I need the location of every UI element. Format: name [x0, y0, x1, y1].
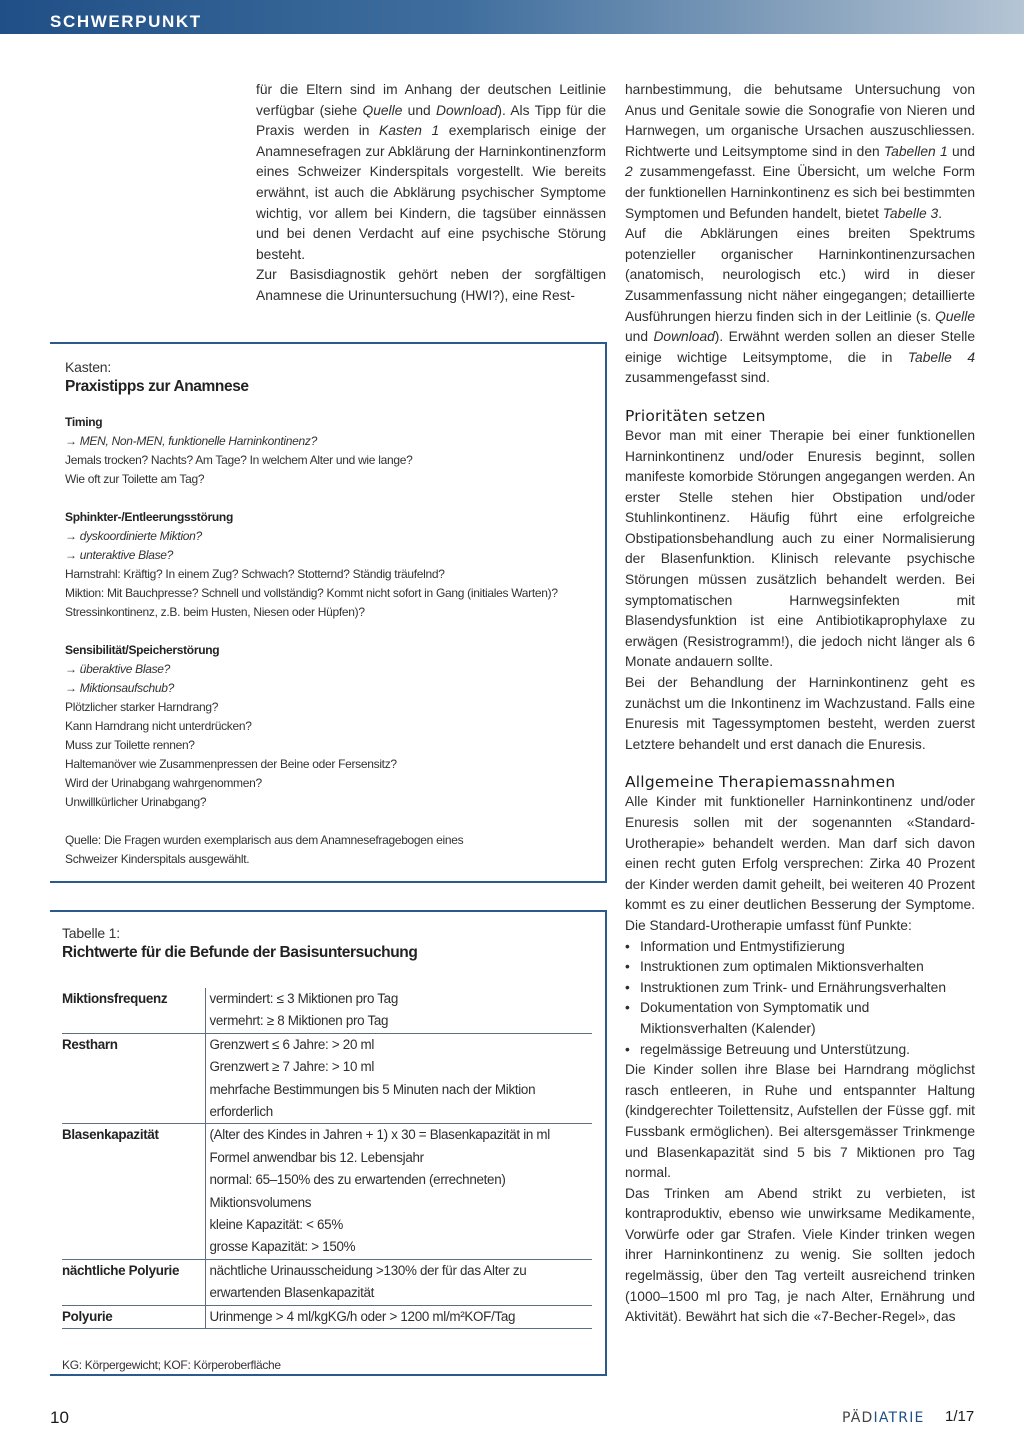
text-run: ). Erwähnt werden sollen an dieser Stelle einige wichtige Leitsymptome, die in	[625, 329, 976, 365]
paragraph: Das Trinken am Abend strikt zu verbieten, ist kontraproduktiv, ebenso wie unwirksame Medikamente, Vorwürfe oder gar Strafen. Viele Kinder trinken wegen ihrer Harninkontinenz zu wenig. Sie sollten jedoch regelmässig, über den Tag verteilt ausreichend trinken (1000–1500 ml pro Tag, je nach Alter, Ernährung und Aktivität). Bewährt hat sich die «7-Becher-Regel», das	[625, 1185, 975, 1325]
group-hint: → dyskoordinierte Miktion?	[65, 529, 202, 543]
row-value-line: mehrfache Bestimmungen bis 5 Minuten nach der Miktion erforderlich	[209, 1081, 536, 1120]
row-value-line: Grenzwert ≥ 7 Jahre: > 10 ml	[209, 1059, 375, 1075]
table-1-box	[50, 910, 607, 1376]
group-question: Plötzlicher starker Harndrang?	[65, 700, 219, 714]
group-hint: → überaktive Blase?	[65, 662, 171, 676]
paragraph	[625, 224, 975, 389]
question-group	[65, 508, 589, 622]
therapie-intro: Alle Kinder mit funktioneller Harninkontinenz und/oder Enuresis sollen mit der sogenannten «Standard-Urotherapie» behandelt werden. Man darf sich davon einen recht guten Erfolg versprechen: Zirka 40 Prozent der Kinder werden damit geheilt, bei weiteren 40 Prozent kommt es zu einer deutlichen Besserung der Symptome. Die Standard-Urotherapie umfasst fünf Punkte:	[625, 794, 975, 933]
row-value-line: grosse Kapazität: > 150%	[209, 1239, 356, 1255]
group-question: Kann Harndrang nicht unterdrücken?	[65, 719, 252, 733]
box-source-note	[65, 831, 589, 869]
therapie-paragraphs	[625, 1060, 975, 1328]
group-question: Unwillkürlicher Urinabgang?	[65, 795, 207, 809]
group-hint: → MEN, Non-MEN, funktionelle Harninkontinenz?	[65, 434, 317, 448]
brand-part-b: IATRIE	[873, 1410, 925, 1426]
text-run: und	[625, 329, 654, 345]
table-title: Richtwerte für die Befunde der Basisuntersuchung	[62, 944, 418, 961]
table-row	[62, 1259, 592, 1305]
note-line: Quelle: Die Fragen wurden exemplarisch aus dem Anamnesefragebogen eines	[65, 833, 464, 847]
question-group	[65, 641, 589, 812]
text-run: ). Als Tipp für die Praxis werden in	[256, 102, 607, 139]
row-values	[205, 1259, 592, 1305]
text-run: harnbestimmung, die behutsame Untersuchung von Anus und Genitale sowie die Sonografie von Nieren und Harnwegen, um organische Ursachen auszuschliessen. Richtwerte und Leitsymptome sind in den	[625, 82, 975, 159]
text-run: und	[402, 102, 437, 118]
column-left-text	[256, 80, 606, 307]
row-label: Polyurie	[62, 1305, 205, 1328]
journal-logo	[842, 1410, 925, 1426]
group-hint: → unteraktive Blase?	[65, 548, 174, 562]
group-question: Wird der Urinabgang wahrgenommen?	[65, 776, 262, 790]
page-number: 10	[50, 1408, 69, 1427]
row-label: Miktionsfrequenz	[62, 988, 205, 1033]
row-value-line: vermindert: ≤ 3 Miktionen pro Tag	[209, 991, 398, 1006]
italic-ref: Tabelle 3	[882, 205, 939, 221]
group-question: Haltemanöver wie Zusammenpressen der Beine oder Fersensitz?	[65, 757, 397, 771]
row-value-line: nächtliche Urinausscheidung >130% der für das Alter zu erwartenden Blasenkapazität	[209, 1262, 527, 1301]
group-hint: → Miktionsaufschub?	[65, 681, 175, 695]
text-run: exemplarisch einige der Anamnesefragen zur Abklärung der Harninkontinenzform eines Schweizer Kinderspitals vorgestellt. Wie bereits erwähnt, ist auch die Abklärung psychischer Symptome wichtig, vor allem bei Kindern, die tagsüber einnässen und bei denen Verdacht auf eine psychische Störung besteht.	[256, 123, 606, 262]
prioritaeten-paragraphs	[625, 426, 975, 756]
box-groups	[65, 413, 589, 812]
header-bar	[0, 0, 1024, 34]
list-item: • Instruktionen zum optimalen Miktionsverhalten	[625, 957, 975, 978]
note-line: Schweizer Kinderspitals ausgewählt.	[65, 852, 250, 866]
heading-prioritaeten: Prioritäten setzen	[625, 406, 766, 425]
italic-ref: Tabellen 1	[884, 143, 948, 159]
list-item: • regelmässige Betreuung und Unterstützung.	[625, 1040, 975, 1061]
anamnese-box	[50, 342, 607, 883]
therapie-bullet-list	[625, 937, 975, 1061]
row-values	[205, 1305, 592, 1328]
row-values	[205, 1033, 592, 1124]
table-row	[62, 1033, 592, 1124]
text-run: zusammengefasst. Eine Übersicht, um welche Form der funktionellen Harninkontinenz es sich bei bestimmten Symptomen und Befunden handelt, bietet	[625, 164, 975, 221]
paragraph	[625, 80, 975, 224]
group-question: Muss zur Toilette rennen?	[65, 738, 195, 752]
row-values	[205, 1124, 592, 1259]
row-value-line: kleine Kapazität: < 65%	[209, 1217, 343, 1233]
table-row	[62, 1305, 592, 1328]
row-value-line: vermehrt: ≥ 8 Miktionen pro Tag	[209, 1013, 389, 1029]
italic-ref: 2	[625, 164, 633, 180]
column-right-text	[625, 80, 975, 1328]
paragraph: Bei der Behandlung der Harninkontinenz geht es zunächst um die Inkontinenz im Wachzustand. Falls eine Enuresis mit Tagessymptomen besteht, werden zuerst Letztere behandelt und erst danach die Enuresis.	[625, 675, 975, 752]
row-value-line: Formel anwendbar bis 12. Lebensjahr	[209, 1149, 424, 1165]
table-kicker: Tabelle 1:	[62, 925, 120, 941]
group-question: Harnstrahl: Kräftig? In einem Zug? Schwach? Stotternd? Ständig träufelnd?	[65, 567, 445, 581]
row-label: Restharn	[62, 1033, 205, 1124]
question-group	[65, 413, 589, 489]
italic-ref: Download	[436, 102, 498, 118]
group-question: Wie oft zur Toilette am Tag?	[65, 472, 205, 486]
text-run: zusammengefasst sind.	[625, 370, 770, 386]
italic-ref: Quelle	[935, 308, 975, 324]
group-question: Jemals trocken? Nachts? Am Tage? In welchem Alter und wie lange?	[65, 453, 413, 467]
row-value-line: normal: 65–150% des zu erwartenden (errechneten) Miktionsvolumens	[209, 1172, 506, 1210]
table-footnote: KG: Körpergewicht; KOF: Körperoberfläche	[62, 1358, 281, 1373]
text-run: Auf die Abklärungen eines breiten Spektrums potenzieller organischer Harninkontinenzursachen (anatomisch, neurologisch etc.) wird in dieser Zusammenfassung nicht näher eingegangen; detaillierte Ausführungen hierzu finden sich in der Leitlinie (s.	[625, 226, 975, 324]
box-title: Praxistipps zur Anamnese	[65, 378, 249, 395]
group-heading: Timing	[65, 415, 103, 429]
group-heading: Sensibilität/Speicherstörung	[65, 643, 220, 657]
table-row	[62, 988, 592, 1033]
paragraph	[256, 265, 606, 306]
brand-part-a: PÄD	[842, 1410, 874, 1426]
paragraph	[256, 80, 606, 265]
paragraph: Die Kinder sollen ihre Blase bei Harndrang möglichst rasch entleeren, in Ruhe und entspannter Haltung (kindgerechter Toilettensitz, Aufstellen der Füsse ggf. mit Fussbank ermöglichen). Bei altersgemässer Trinkmenge und Blasenkapazität sind 5 bis 7 Miktionen pro Tag normal.	[625, 1062, 975, 1181]
text-run: und	[947, 143, 976, 159]
italic-ref: Download	[653, 329, 715, 345]
list-item: • Instruktionen zum Trink- und Ernährungsverhalten	[625, 978, 975, 999]
intro-paragraphs	[625, 80, 975, 389]
text-run: .	[938, 205, 943, 221]
row-value-line: Grenzwert ≤ 6 Jahre: > 20 ml	[209, 1036, 375, 1052]
italic-ref: Tabelle 4	[907, 349, 975, 365]
group-heading: Sphinkter-/Entleerungsstörung	[65, 510, 233, 524]
row-value-line: Urinmenge > 4 ml/kgKG/h oder > 1200 ml/m²KOF/Tag	[209, 1308, 516, 1324]
section-label: SCHWERPUNKT	[50, 12, 202, 31]
paragraph: Bevor man mit einer Therapie bei einer funktionellen Harninkontinenz und/oder Enuresis beginnt, sollen manifeste komorbide Störungen angegangen werden. An erster Stelle stehen hier Obstipation und/oder Stuhlinkontinenz. Häufig führt eine erfolgreiche Obstipationsbehandlung auch zu einer Normalisierung der Blasenfunktion. Klinisch relevante psychische Störungen müssen zusätzlich behandelt werden. Bei symptomatischen Harnwegsinfekten mit Blasendysfunktion ist eine Antibiotikaprophylaxe zu erwägen (Resistrogramm!), die jedoch nicht länger als 6 Monate andauern sollte.	[625, 427, 975, 670]
text-run: Zur Basisdiagnostik gehört neben der sorgfältigen Anamnese die Urinuntersuchung (HWI?), eine Rest-	[256, 267, 606, 303]
box-kicker: Kasten:	[65, 359, 112, 375]
heading-therapiemassnahmen: Allgemeine Therapiemassnahmen	[625, 773, 896, 792]
group-question: Stressinkontinenz, z.B. beim Husten, Niesen oder Hüpfen)?	[65, 605, 365, 619]
italic-ref: Quelle	[362, 102, 403, 118]
text-run: für die Eltern sind im Anhang der deutschen Leitlinie verfügbar (siehe	[256, 82, 606, 118]
issue-number: 1/17	[945, 1408, 975, 1425]
richtwerte-table	[62, 988, 592, 1329]
row-label: Blasenkapazität	[62, 1124, 205, 1259]
list-item: • Dokumentation von Symptomatik und Miktionsverhalten (Kalender)	[625, 998, 975, 1039]
table-row	[62, 1124, 592, 1259]
row-label: nächtliche Polyurie	[62, 1259, 205, 1305]
row-value-line: (Alter des Kindes in Jahren + 1) x 30 = Blasenkapazität in ml	[209, 1127, 550, 1143]
row-values	[205, 988, 592, 1033]
group-question: Miktion: Mit Bauchpresse? Schnell und vollständig? Kommt nicht sofort in Gang (initiales Warten)?	[65, 586, 558, 600]
italic-ref: Kasten 1	[379, 123, 440, 139]
list-item: • Information und Entmystifizierung	[625, 937, 975, 958]
